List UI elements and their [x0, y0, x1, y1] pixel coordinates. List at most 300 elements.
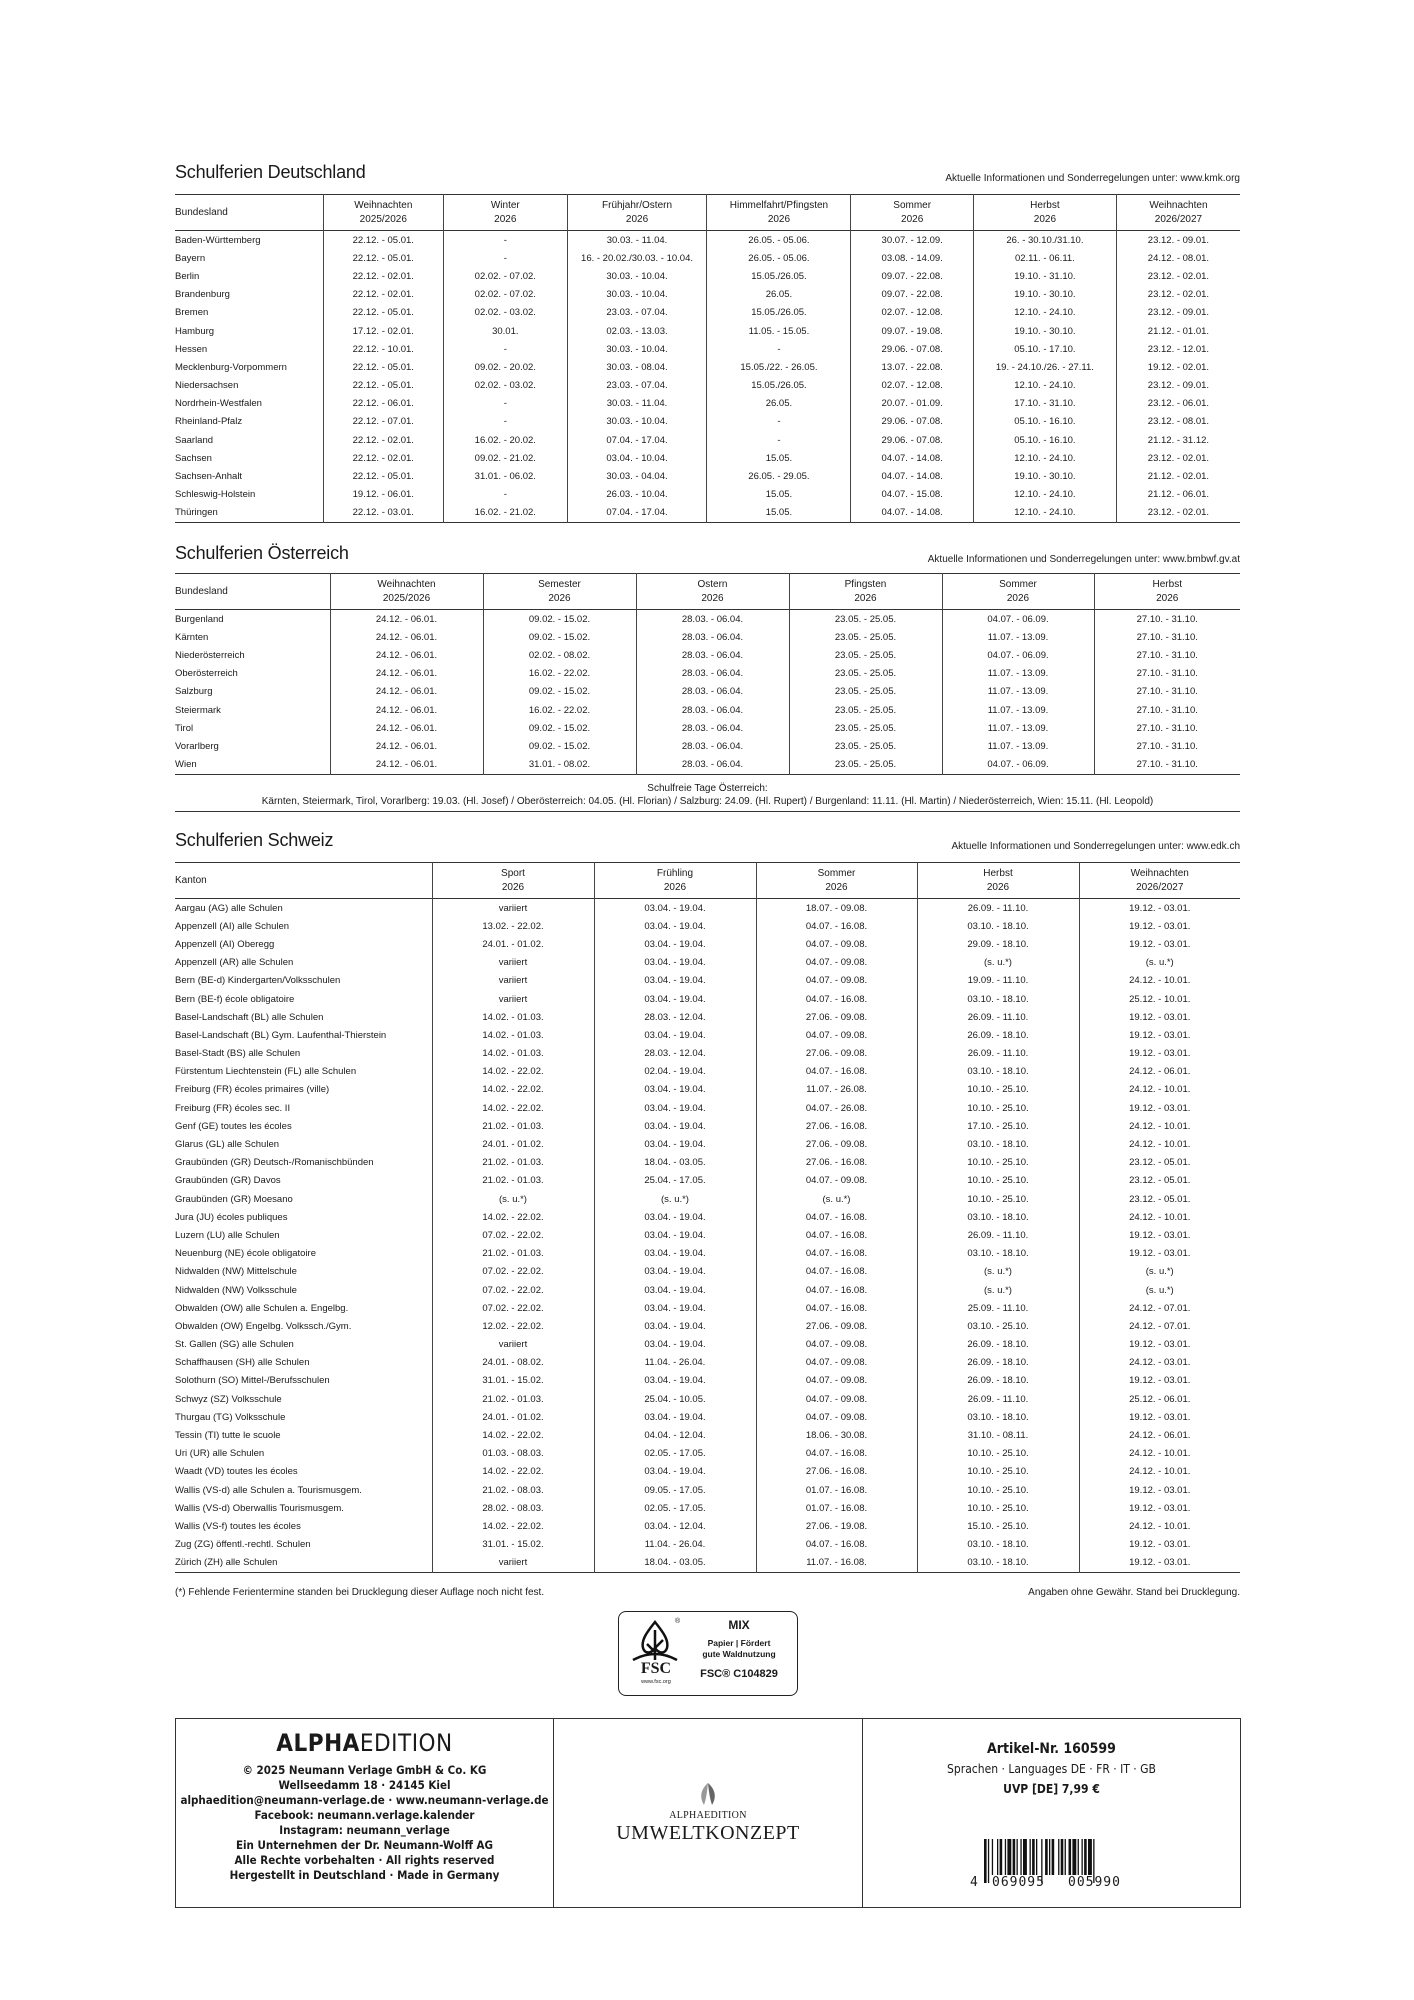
table-cell: 26.05. - 05.06.: [707, 249, 851, 267]
table-row: [175, 486, 1240, 504]
table-cell: 24.12. - 06.01.: [330, 701, 483, 719]
table-row: [175, 322, 1240, 340]
table-cell: 24.12. - 07.01.: [1079, 1299, 1240, 1317]
table-cell: 07.04. - 17.04.: [567, 431, 707, 449]
table-cell: 03.04. - 19.04.: [594, 1026, 756, 1044]
barcode-bar: [1017, 1839, 1018, 1875]
table-cell: 18.04. - 03.05.: [594, 1154, 756, 1172]
table-cell: 04.07. - 09.08.: [756, 1336, 917, 1354]
table-cell: 23.05. - 25.05.: [789, 719, 942, 737]
table-row: [175, 646, 1240, 664]
table-row: [175, 1354, 1240, 1372]
table-cell: 24.12. - 06.01.: [330, 628, 483, 646]
table-row: [175, 286, 1240, 304]
column-header-label: Winter: [490, 199, 520, 211]
row-label: Niederösterreich: [175, 649, 245, 661]
table-cell: 19.12. - 02.01.: [1116, 358, 1240, 376]
table-cell: 03.04. - 19.04.: [594, 1117, 756, 1135]
table-cell: 19.12. - 03.01.: [1079, 1408, 1240, 1426]
row-label: Graubünden (GR) Moesano: [175, 1193, 293, 1205]
table-cell: 23.05. - 25.05.: [789, 756, 942, 775]
table-cell: 21.02. - 01.03.: [432, 1172, 594, 1190]
row-label: Obwalden (OW) Engelbg. Volkssch./Gym.: [175, 1320, 352, 1332]
table-cell: 14.02. - 22.02.: [432, 1063, 594, 1081]
column-header: [636, 574, 789, 610]
barcode-bar: [1088, 1839, 1092, 1875]
table-cell: 28.03. - 06.04.: [636, 665, 789, 683]
column-header-period: 2026: [767, 213, 791, 225]
section-title: Schulferien Deutschland: [175, 162, 366, 182]
table-cell: 11.07. - 13.09.: [942, 628, 1094, 646]
publisher-line: Instagram: neumann_verlage: [279, 1823, 450, 1837]
table-cell: -: [444, 413, 568, 431]
section-germany: [175, 162, 1240, 524]
row-label: Thüringen: [175, 507, 218, 519]
table-cell: variiert: [432, 990, 594, 1008]
publisher-line: Facebook: neumann.verlage.kalender: [254, 1808, 475, 1822]
column-header: [483, 574, 636, 610]
table-cell: 03.10. - 25.10.: [917, 1317, 1079, 1335]
table-cell: (s. u.*): [594, 1190, 756, 1208]
table-row: [175, 1536, 1240, 1554]
table-cell: 07.02. - 22.02.: [432, 1299, 594, 1317]
table-cell: 22.12. - 05.01.: [323, 358, 443, 376]
barcode-bar: [1007, 1839, 1011, 1875]
barcode-bar: [1030, 1839, 1031, 1875]
table-cell: 22.12. - 07.01.: [323, 413, 443, 431]
table-cell: 03.04. - 19.04.: [594, 1281, 756, 1299]
table-cell: 04.07. - 16.08.: [756, 1445, 917, 1463]
column-header-period: 2026/2027: [1136, 881, 1184, 893]
row-label: Hamburg: [175, 325, 215, 337]
fsc-logo-text: FSC: [640, 1660, 672, 1677]
table-cell: 23.03. - 07.04.: [567, 304, 707, 322]
table-cell: 22.12. - 05.01.: [323, 377, 443, 395]
column-header-label: Ostern: [697, 578, 728, 590]
table-cell: 04.07. - 16.08.: [756, 1226, 917, 1244]
row-label: Tirol: [175, 722, 194, 734]
table-cell: 27.06. - 16.08.: [756, 1463, 917, 1481]
publisher-line: © 2025 Neumann Verlage GmbH & Co. KG: [242, 1763, 487, 1777]
table-row: [175, 358, 1240, 376]
table-cell: 18.06. - 30.08.: [756, 1426, 917, 1444]
table-cell: 04.07. - 16.08.: [756, 1063, 917, 1081]
table-cell: 23.12. - 02.01.: [1116, 504, 1240, 523]
table-cell: 19.12. - 03.01.: [1079, 1099, 1240, 1117]
table-cell: 10.10. - 25.10.: [917, 1481, 1079, 1499]
table-cell: 19.12. - 03.01.: [1079, 1026, 1240, 1044]
brand-light: EDITION: [359, 1729, 453, 1757]
table-cell: 24.12. - 10.01.: [1079, 1135, 1240, 1153]
table-cell: 02.02. - 07.02.: [444, 267, 568, 285]
row-label: Baden-Württemberg: [175, 234, 261, 246]
table-cell: 04.07. - 16.08.: [756, 990, 917, 1008]
table-row: [175, 377, 1240, 395]
table-cell: 28.03. - 06.04.: [636, 683, 789, 701]
column-header: [323, 195, 443, 231]
table-cell: 27.10. - 31.10.: [1094, 610, 1240, 629]
table-cell: 27.10. - 31.10.: [1094, 683, 1240, 701]
table-cell: 04.07. - 16.08.: [756, 1281, 917, 1299]
table-cell: 03.04. - 19.04.: [594, 990, 756, 1008]
table-cell: 31.01. - 08.02.: [483, 756, 636, 775]
column-header-label: Weihnachten: [377, 578, 436, 590]
row-label: Appenzell (AI) alle Schulen: [175, 920, 290, 932]
table-cell: 02.11. - 06.11.: [973, 249, 1116, 267]
table-cell: -: [444, 249, 568, 267]
table-cell: 18.07. - 09.08.: [756, 899, 917, 918]
row-label: Schwyz (SZ) Volksschule: [175, 1393, 282, 1405]
table-row: [175, 1263, 1240, 1281]
table-cell: 24.01. - 01.02.: [432, 935, 594, 953]
article-number: Artikel-Nr. 160599: [987, 1741, 1116, 1757]
table-row: [175, 1426, 1240, 1444]
table-row: [175, 1190, 1240, 1208]
table-cell: 03.04. - 19.04.: [594, 1317, 756, 1335]
table-cell: 11.07. - 13.09.: [942, 719, 1094, 737]
table-cell: 23.05. - 25.05.: [789, 646, 942, 664]
table-cell: 15.05.: [707, 504, 851, 523]
table-cell: 27.06. - 09.08.: [756, 1317, 917, 1335]
table-cell: 28.03. - 06.04.: [636, 756, 789, 775]
table-cell: 11.07. - 13.09.: [942, 683, 1094, 701]
table-cell: -: [707, 340, 851, 358]
table-cell: 24.12. - 10.01.: [1079, 1117, 1240, 1135]
row-label: Wallis (VS-d) alle Schulen a. Tourismusgem.: [175, 1484, 362, 1496]
table-cell: -: [707, 413, 851, 431]
table-row: [175, 1226, 1240, 1244]
table-cell: 01.03. - 08.03.: [432, 1445, 594, 1463]
table-cell: 23.05. - 25.05.: [789, 683, 942, 701]
table-cell: 23.12. - 02.01.: [1116, 449, 1240, 467]
table-cell: 27.10. - 31.10.: [1094, 701, 1240, 719]
column-header: [756, 863, 917, 899]
row-label: Zug (ZG) öffentl.-rechtl. Schulen: [175, 1539, 311, 1551]
section-info: Aktuelle Informationen und Sonderregelungen unter: www.edk.ch: [951, 841, 1240, 852]
table-cell: 04.07. - 06.09.: [942, 756, 1094, 775]
row-label: Schaffhausen (SH) alle Schulen: [175, 1357, 310, 1369]
column-header: [567, 195, 707, 231]
column-header-period: 2026/2027: [1154, 213, 1203, 225]
table-cell: (s. u.*): [432, 1190, 594, 1208]
row-label: Kärnten: [175, 631, 209, 643]
row-label: Fürstentum Liechtenstein (FL) alle Schulen: [175, 1066, 357, 1078]
barcode-bar: [1069, 1839, 1072, 1875]
table-cell: 03.04. - 19.04.: [594, 1263, 756, 1281]
table-cell: 25.12. - 10.01.: [1079, 990, 1240, 1008]
table-row: [175, 990, 1240, 1008]
table-cell: 04.07. - 16.08.: [756, 1208, 917, 1226]
table-cell: 21.12. - 02.01.: [1116, 467, 1240, 485]
table-cell: 26.09. - 11.10.: [917, 1008, 1079, 1026]
table-cell: 22.12. - 05.01.: [323, 231, 443, 250]
table-row: [175, 413, 1240, 431]
table-cell: 26.09. - 11.10.: [917, 1226, 1079, 1244]
row-label: Niedersachsen: [175, 380, 239, 392]
table-cell: 19.12. - 03.01.: [1079, 917, 1240, 935]
table-row: [175, 1390, 1240, 1408]
column-header-period: 2026: [1006, 592, 1030, 604]
row-label: Genf (GE) toutes les écoles: [175, 1120, 292, 1132]
table-row: [175, 917, 1240, 935]
row-label: Wallis (VS-f) toutes les écoles: [175, 1520, 301, 1532]
table-row: [175, 1117, 1240, 1135]
table-cell: 03.04. - 19.04.: [594, 1245, 756, 1263]
table-row: [175, 395, 1240, 413]
table-cell: 17.10. - 25.10.: [917, 1117, 1079, 1135]
section-austria: [175, 543, 1240, 813]
table-cell: 03.10. - 18.10.: [917, 1536, 1079, 1554]
table-cell: 14.02. - 22.02.: [432, 1081, 594, 1099]
table-row: [175, 683, 1240, 701]
table-cell: 24.12. - 10.01.: [1079, 1463, 1240, 1481]
table-cell: 11.07. - 13.09.: [942, 701, 1094, 719]
table-cell: 29.06. - 07.08.: [851, 431, 974, 449]
table-cell: 09.02. - 15.02.: [483, 628, 636, 646]
table-cell: 16. - 20.02./30.03. - 10.04.: [567, 249, 707, 267]
table-cell: 03.04. - 19.04.: [594, 1226, 756, 1244]
table-cell: 11.04. - 26.04.: [594, 1536, 756, 1554]
table-cell: 22.12. - 06.01.: [323, 395, 443, 413]
table-cell: 26. - 30.10./31.10.: [973, 231, 1116, 250]
table-row: [175, 1463, 1240, 1481]
table-cell: 23.05. - 25.05.: [789, 610, 942, 629]
barcode-bar: [1005, 1839, 1006, 1875]
table-cell: 19.12. - 03.01.: [1079, 1245, 1240, 1263]
row-label: Nidwalden (NW) Volksschule: [175, 1284, 297, 1296]
row-label: Bremen: [175, 307, 209, 319]
table-cell: 23.12. - 05.01.: [1079, 1190, 1240, 1208]
row-label: Steiermark: [175, 704, 221, 716]
row-label: Appenzell (AR) alle Schulen: [175, 957, 294, 969]
table-cell: 04.07. - 09.08.: [756, 1372, 917, 1390]
table-cell: 03.04. - 19.04.: [594, 1299, 756, 1317]
table-cell: 01.07. - 16.08.: [756, 1499, 917, 1517]
row-label: Jura (JU) écoles publiques: [175, 1211, 288, 1223]
table-cell: 24.12. - 06.01.: [330, 646, 483, 664]
table-row: [175, 1281, 1240, 1299]
fsc-url: www.fsc.org: [641, 1679, 671, 1685]
table-cell: 26.05. - 05.06.: [707, 231, 851, 250]
row-label: Freiburg (FR) écoles primaires (ville): [175, 1084, 330, 1096]
table-cell: 16.02. - 21.02.: [444, 504, 568, 523]
barcode-bar: [997, 1839, 998, 1875]
table-cell: 24.12. - 03.01.: [1079, 1354, 1240, 1372]
table-cell: 03.04. - 19.04.: [594, 954, 756, 972]
publisher-column: [176, 1719, 554, 1907]
row-label: Hessen: [175, 343, 208, 355]
table-cell: 31.01. - 15.02.: [432, 1536, 594, 1554]
table-cell: 29.06. - 07.08.: [851, 340, 974, 358]
table-row: [175, 665, 1240, 683]
table-cell: 03.04. - 19.04.: [594, 899, 756, 918]
table-cell: 02.07. - 12.08.: [851, 377, 974, 395]
barcode-bar: [1032, 1839, 1035, 1875]
row-label: Burgenland: [175, 613, 224, 625]
table-row: [175, 504, 1240, 523]
table-cell: 26.09. - 18.10.: [917, 1354, 1079, 1372]
table-row: [175, 1154, 1240, 1172]
table-row: [175, 1026, 1240, 1044]
column-header-period: 2026: [663, 881, 687, 893]
austria-note: [175, 782, 1240, 808]
table-cell: 03.10. - 18.10.: [917, 1554, 1079, 1573]
table-cell: 15.05./26.05.: [707, 377, 851, 395]
barcode-bar: [1000, 1839, 1003, 1875]
table-row: [175, 1317, 1240, 1335]
table-cell: 19.12. - 03.01.: [1079, 935, 1240, 953]
table-cell: 23.05. - 25.05.: [789, 701, 942, 719]
table-cell: 24.12. - 10.01.: [1079, 1208, 1240, 1226]
table-cell: 21.02. - 01.03.: [432, 1154, 594, 1172]
table-cell: 26.09. - 18.10.: [917, 1336, 1079, 1354]
table-cell: 27.06. - 09.08.: [756, 1008, 917, 1026]
column-header-period: 2026: [986, 881, 1010, 893]
column-header-label: Bundesland: [175, 206, 228, 218]
row-label: Rheinland-Pfalz: [175, 416, 243, 428]
table-row: [175, 1008, 1240, 1026]
fsc-line2: gute Waldnutzung: [702, 1649, 776, 1659]
publisher-line: Alle Rechte vorbehalten · All rights reserved: [234, 1853, 495, 1867]
table-cell: 03.04. - 19.04.: [594, 1463, 756, 1481]
table-cell: 24.12. - 06.01.: [330, 719, 483, 737]
row-label: Bayern: [175, 252, 206, 264]
column-header-period: 2026: [494, 213, 517, 225]
table-cell: 27.06. - 16.08.: [756, 1117, 917, 1135]
table-cell: 23.05. - 25.05.: [789, 665, 942, 683]
austria-table: [175, 573, 1240, 775]
table-cell: 12.02. - 22.02.: [432, 1317, 594, 1335]
table-cell: 24.12. - 06.01.: [1079, 1063, 1240, 1081]
table-cell: 04.07. - 09.08.: [756, 1390, 917, 1408]
table-cell: 27.10. - 31.10.: [1094, 719, 1240, 737]
table-cell: 24.12. - 06.01.: [330, 683, 483, 701]
row-label: Neuenburg (NE) école obligatoire: [175, 1248, 316, 1260]
table-cell: 19.12. - 03.01.: [1079, 1372, 1240, 1390]
table-cell: 23.12. - 06.01.: [1116, 395, 1240, 413]
table-cell: 04.07. - 15.08.: [851, 486, 974, 504]
table-row: [175, 1517, 1240, 1535]
table-cell: variiert: [432, 972, 594, 990]
table-cell: 04.04. - 12.04.: [594, 1426, 756, 1444]
table-cell: 19.10. - 30.10.: [973, 467, 1116, 485]
table-cell: 19.10. - 31.10.: [973, 267, 1116, 285]
table-cell: 11.07. - 16.08.: [756, 1554, 917, 1573]
table-cell: 25.09. - 11.10.: [917, 1299, 1079, 1317]
table-row: [175, 1081, 1240, 1099]
fsc-registered-icon: ®: [675, 1618, 681, 1625]
table-cell: 02.04. - 19.04.: [594, 1063, 756, 1081]
column-header: [175, 195, 323, 231]
table-row: [175, 737, 1240, 755]
table-cell: 19.12. - 03.01.: [1079, 1481, 1240, 1499]
barcode-bar: [1065, 1839, 1066, 1875]
table-cell: (s. u.*): [1079, 1281, 1240, 1299]
barcode-digits-right: 005990: [1068, 1875, 1121, 1890]
table-cell: 15.10. - 25.10.: [917, 1517, 1079, 1535]
fsc-mix: MIX: [728, 1618, 750, 1632]
row-label: Luzern (LU) alle Schulen: [175, 1229, 280, 1241]
table-cell: (s. u.*): [917, 1281, 1079, 1299]
switzerland-table: [175, 862, 1240, 1573]
table-cell: 27.06. - 09.08.: [756, 1045, 917, 1063]
table-cell: 27.10. - 31.10.: [1094, 756, 1240, 775]
barcode-bar: [1082, 1839, 1083, 1875]
column-header: [942, 574, 1094, 610]
table-cell: 04.07. - 09.08.: [756, 972, 917, 990]
table-row: [175, 972, 1240, 990]
table-cell: (s. u.*): [1079, 1263, 1240, 1281]
table-cell: 17.10. - 31.10.: [973, 395, 1116, 413]
table-cell: 28.03. - 06.04.: [636, 610, 789, 629]
table-cell: 10.10. - 25.10.: [917, 1499, 1079, 1517]
column-header-label: Herbst: [1030, 199, 1060, 211]
table-cell: 04.07. - 09.08.: [756, 1026, 917, 1044]
table-cell: 09.02. - 21.02.: [444, 449, 568, 467]
table-cell: 21.02. - 01.03.: [432, 1390, 594, 1408]
table-cell: 03.04. - 19.04.: [594, 935, 756, 953]
leaf-icon: [693, 1781, 723, 1809]
table-cell: 19. - 24.10./26. - 27.11.: [973, 358, 1116, 376]
column-header-period: 2026: [548, 592, 571, 604]
table-cell: 22.12. - 02.01.: [323, 449, 443, 467]
table-cell: 07.02. - 22.02.: [432, 1281, 594, 1299]
languages: Sprachen · Languages DE · FR · IT · GB: [947, 1762, 1156, 1776]
table-cell: 24.12. - 06.01.: [330, 756, 483, 775]
table-cell: 02.05. - 17.05.: [594, 1499, 756, 1517]
row-label: Schleswig-Holstein: [175, 489, 256, 501]
table-cell: 11.07. - 13.09.: [942, 737, 1094, 755]
row-label: Sachsen: [175, 452, 212, 464]
table-cell: (s. u.*): [917, 954, 1079, 972]
table-cell: 23.12. - 05.01.: [1079, 1172, 1240, 1190]
table-cell: 31.01. - 06.02.: [444, 467, 568, 485]
fsc-badge: [618, 1611, 798, 1696]
barcode-bar: [1023, 1839, 1027, 1875]
barcode-bar: [984, 1839, 987, 1883]
table-cell: 19.12. - 03.01.: [1079, 1045, 1240, 1063]
table-row: [175, 954, 1240, 972]
column-header: [1094, 574, 1240, 610]
table-cell: 14.02. - 01.03.: [432, 1045, 594, 1063]
publisher-line: Ein Unternehmen der Dr. Neumann-Wolff AG: [235, 1838, 494, 1852]
row-label: Waadt (VD) toutes les écoles: [175, 1466, 298, 1478]
column-header-period: 2026: [901, 213, 924, 225]
barcode-bar: [992, 1839, 993, 1875]
table-row: [175, 1045, 1240, 1063]
column-header-label: Sport: [501, 867, 525, 879]
table-cell: 23.03. - 07.04.: [567, 377, 707, 395]
table-cell: 25.12. - 06.01.: [1079, 1390, 1240, 1408]
table-cell: 24.12. - 10.01.: [1079, 1445, 1240, 1463]
table-cell: 15.05./22. - 26.05.: [707, 358, 851, 376]
table-cell: 10.10. - 25.10.: [917, 1445, 1079, 1463]
table-cell: variiert: [432, 1336, 594, 1354]
table-cell: 16.02. - 22.02.: [483, 701, 636, 719]
publisher-line: alphaedition@neumann-verlage.de · www.neumann-verlage.de: [180, 1793, 549, 1807]
table-cell: 10.10. - 25.10.: [917, 1190, 1079, 1208]
table-cell: 19.12. - 03.01.: [1079, 1554, 1240, 1573]
column-header-label: Sommer: [893, 199, 932, 211]
table-cell: 03.04. - 10.04.: [567, 449, 707, 467]
section-title: Schulferien Österreich: [175, 543, 349, 563]
table-cell: 22.12. - 05.01.: [323, 304, 443, 322]
row-label: Tessin (TI) tutte le scuole: [175, 1430, 281, 1442]
table-cell: (s. u.*): [756, 1190, 917, 1208]
table-row: [175, 467, 1240, 485]
table-row: [175, 340, 1240, 358]
table-cell: 16.02. - 20.02.: [444, 431, 568, 449]
